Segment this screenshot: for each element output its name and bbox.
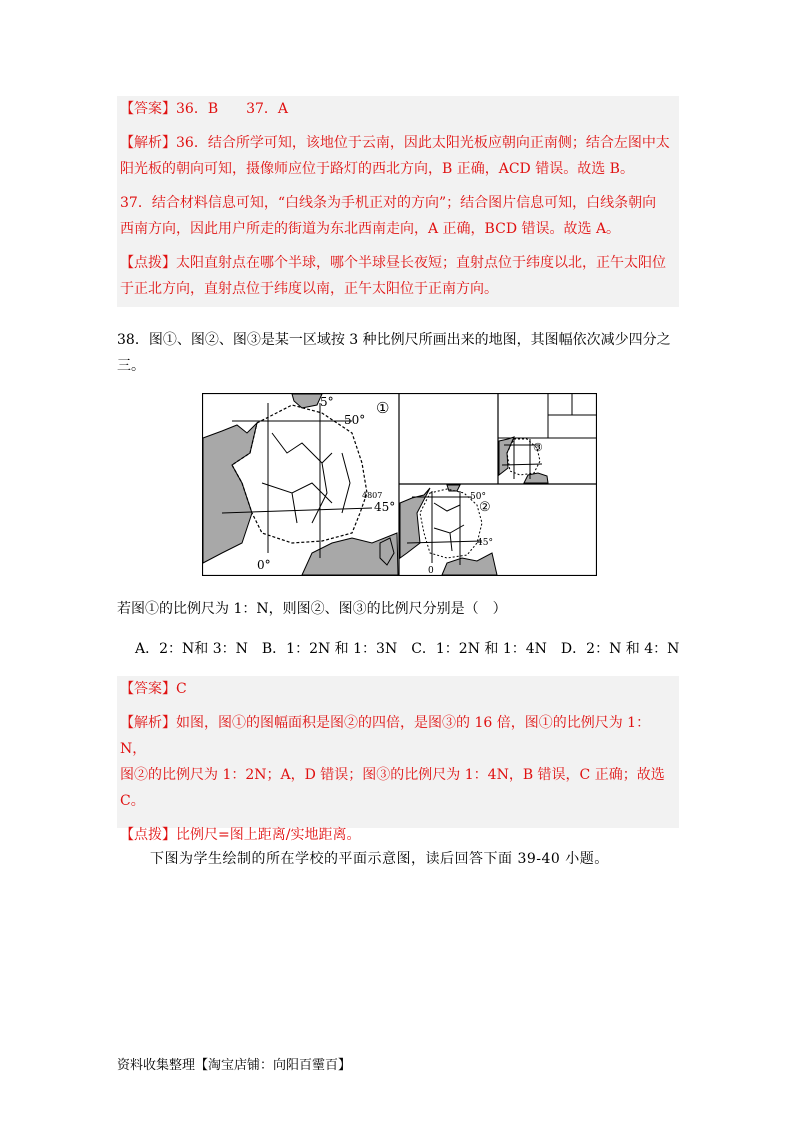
label-0-deg: 0°	[257, 558, 271, 572]
intro-39-40: 下图为学生绘制的所在学校的平面示意图，读后回答下面 39-40 小题。	[150, 851, 609, 867]
answer-38-line	[120, 676, 676, 702]
analysis-line-1: 36．结合所学可知，该地位于云南，因此太阳光板应朝向正南侧；结合左图中太	[176, 135, 670, 151]
analysis-38-tag: 【解析】	[120, 715, 176, 731]
answer-38-tag: 【答案】	[120, 681, 176, 697]
analysis-line-2: 阳光板的朝向可知，摄像师应位于路灯的西北方向，B 正确，ACD 错误。故选 B。	[120, 161, 634, 177]
label-4807: 4807	[362, 491, 383, 500]
analysis-38-paragraph	[120, 710, 676, 814]
analysis-37-line-2: 西南方向，因此用户所走的街道为东北西南走向，A 正确，BCD 错误。故选 A。	[120, 221, 621, 237]
answer-38-text: C	[176, 681, 187, 697]
analysis-paragraph	[120, 130, 676, 182]
question-38-stem	[117, 327, 679, 379]
analysis-38-line-1: 如图，图①的图幅面积是图②的四倍，是图③的 16 倍，图①的比例尺为 1：N，	[120, 715, 651, 757]
analysis-tag: 【解析】	[120, 135, 176, 151]
tip-38-text: 比例尺=图上距离/实地距离。	[176, 827, 361, 843]
label-50-deg: 50°	[344, 413, 366, 427]
question-38-ask-text: 若图①的比例尺为 1：N，则图②、图③的比例尺分别是（ ）	[117, 601, 507, 617]
question-38-stem-line-1: 38．图①、图②、图③是某一区域按 3 种比例尺所画出来的地图，其图幅依次减少四分之	[117, 332, 671, 348]
tip-tag: 【点拨】	[120, 255, 176, 271]
maps-svg	[202, 393, 597, 576]
scale-maps-figure	[202, 393, 597, 576]
page-footer: 资料收集整理【淘宝店铺：向阳百𤫊百】	[117, 1058, 352, 1073]
answer-text: 36．B 37．A	[176, 101, 289, 117]
map-1-number: ①	[376, 399, 390, 417]
analysis-38-line-3: C。	[120, 793, 145, 809]
tip-line-1: 太阳直射点在哪个半球，哪个半球昼长夜短；直射点位于纬度以北，正午太阳位	[176, 255, 666, 271]
answer-block-38	[117, 676, 679, 843]
analysis-38-line-2: 图②的比例尺为 1：2N；A，D 错误；图③的比例尺为 1：4N，B 错误，C 正确；故选	[120, 767, 665, 783]
map-2-label-45: 45°	[477, 538, 493, 548]
map-3-number: ③	[533, 441, 543, 454]
answer-block-36-37	[117, 96, 679, 307]
map-2-label-0: 0	[428, 566, 434, 576]
question-38-ask	[117, 596, 679, 622]
answer-tag: 【答案】	[120, 101, 176, 117]
map-2-label-50: 50°	[470, 492, 486, 502]
tip-paragraph	[120, 250, 676, 302]
tip-38-paragraph	[120, 822, 676, 848]
map-2-number: ②	[479, 500, 491, 515]
tip-38-tag: 【点拨】	[120, 827, 176, 843]
question-38-stem-line-2: 三。	[117, 358, 145, 374]
tip-line-2: 于正北方向，直射点位于纬度以南，正午太阳位于正南方向。	[120, 281, 498, 297]
question-38-options-text: A．2：N和 3：N B．1：2N 和 1：3N C．1：2N 和 1：4N D．2：N 和 4：N	[135, 641, 680, 657]
analysis-37-line-1: 37．结合材料信息可知，“白线条为手机正对的方向”；结合图片信息可知，白线条朝向	[120, 195, 657, 211]
label-5-deg: 5°	[320, 395, 334, 409]
label-45-deg: 45°	[374, 500, 396, 514]
question-38-options	[135, 636, 695, 662]
answer-line	[120, 96, 676, 122]
analysis-37-paragraph	[120, 190, 676, 242]
